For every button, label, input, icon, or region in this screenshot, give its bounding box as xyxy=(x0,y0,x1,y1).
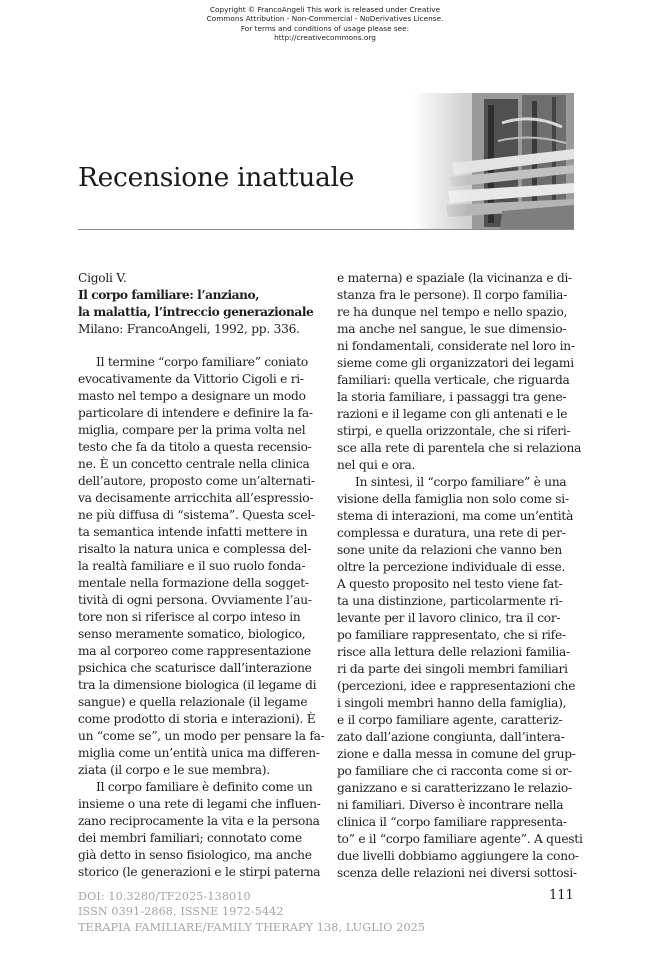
body-text-line: due livelli dobbiamo aggiungere la cono- xyxy=(337,849,579,863)
body-text-line: la realtà familiare e il suo ruolo fonda- xyxy=(78,559,306,573)
copyright-line: Copyright © FrancoAngeli This work is released under Creative xyxy=(209,5,441,14)
body-text-line: sce alla rete di parentela che si relaziona xyxy=(337,441,582,455)
body-text-line: come prodotto di storia e interazioni). È xyxy=(78,712,316,726)
body-text-line: ne più diffusa di “sistema”. Questa scel- xyxy=(78,508,315,522)
body-text-line: to” e il “corpo familiare agente”. A questi xyxy=(337,832,583,846)
body-text-line: già detto in senso fisiologico, ma anche xyxy=(78,848,312,862)
issn: ISSN 0391-2868, ISSNE 1972-5442 xyxy=(78,905,284,919)
section-title: Recensione inattuale xyxy=(78,162,355,193)
body-text-line: nel qui e ora. xyxy=(337,458,416,472)
body-text-line: zano reciprocamente la vita e la persona xyxy=(78,814,320,828)
body-text-line: ni fondamentali, considerate nel loro in- xyxy=(337,339,575,353)
body-text-line: po familiare che ci racconta come si or- xyxy=(337,764,572,778)
body-text-line: clinica il “corpo familiare rappresenta- xyxy=(337,815,567,829)
body-text-line: miglia, compare per la prima volta nel xyxy=(78,423,306,437)
body-text-line: stirpi, e quella orizzontale, che si riferi- xyxy=(337,424,571,438)
body-text-line: particolare di intendere e definire la fa- xyxy=(78,406,313,420)
copyright-line: Commons Attribution - Non-Commercial - NoDerivatives License. xyxy=(206,14,444,24)
body-text-line: razioni e il legame con gli antenati e le xyxy=(337,407,568,421)
book-title: la malattia, l’intreccio generazionale xyxy=(78,305,314,319)
body-text-line: ganizzano e si caratterizzano le relazio- xyxy=(337,781,572,795)
book-title: Il corpo familiare: l’anziano, xyxy=(78,288,259,302)
body-text-line: testo che fa da titolo a questa recensio- xyxy=(78,440,312,454)
body-text-line: un “come se”, un modo per pensare la fa- xyxy=(78,729,325,743)
body-text-line: Il termine “corpo familiare” coniato xyxy=(96,355,308,369)
body-text-line: evocativamente da Vittorio Cigoli e ri- xyxy=(78,372,304,386)
page-number: 111 xyxy=(549,888,574,903)
body-text-line: risalto la natura unica e complessa del- xyxy=(78,542,312,556)
book-author: Cigoli V. xyxy=(78,271,127,285)
body-text-line: miglia come un’entità unica ma differen- xyxy=(78,746,320,760)
journal-info: TERAPIA FAMILIARE/FAMILY THERAPY 138, LUGLIO 2025 xyxy=(78,920,426,934)
body-text-line: zato dall’azione congiunta, dall’intera- xyxy=(337,730,565,744)
body-text-line: tra la dimensione biologica (il legame di xyxy=(78,678,317,692)
copyright-line: http://creativecommons.org xyxy=(274,32,376,42)
body-text-line: ma anche nel sangue, le sue dimensio- xyxy=(337,322,567,336)
body-text-line: la storia familiare, i passaggi tra gene- xyxy=(337,390,567,404)
body-text-line: levante per il lavoro clinico, tra il cor- xyxy=(337,611,561,625)
body-text-line: insieme o una rete di legami che influen- xyxy=(78,797,321,811)
body-text-line: tività di ogni persona. Ovviamente l’au- xyxy=(78,593,312,607)
body-text-line: scenza delle relazioni nei diversi sottosi- xyxy=(337,866,577,880)
body-text-line: ni familiari. Diverso è incontrare nella xyxy=(337,798,564,812)
body-text-line: A questo proposito nel testo viene fat- xyxy=(337,577,563,591)
body-text-line: zione e dalla messa in comune del grup- xyxy=(337,747,576,761)
body-text-line: senso meramente somatico, biologico, xyxy=(78,627,306,641)
body-text-line: ri da parte dei singoli membri familiari xyxy=(337,662,568,676)
body-text-line: stanza fra le persone). Il corpo familia- xyxy=(337,288,568,302)
footer xyxy=(78,889,425,935)
body-text-line: familiari: quella verticale, che riguarda xyxy=(337,373,570,387)
body-text-line: sieme come gli organizzatori dei legami xyxy=(337,356,574,370)
body-text-line: re ha dunque nel tempo e nello spazio, xyxy=(337,305,568,319)
body-text-line: visione della famiglia non solo come si- xyxy=(337,492,569,506)
title-divider xyxy=(78,229,574,230)
body-text-line: ta semantica intende infatti mettere in xyxy=(78,525,308,539)
body-text-line: sone unite da relazioni che vanno ben xyxy=(337,543,562,557)
body-text-line: tore non si riferisce al corpo inteso in xyxy=(78,610,301,624)
body-text-line: complessa e duratura, una rete di per- xyxy=(337,526,566,540)
body-text-line: ziata (il corpo e le sue membra). xyxy=(78,763,270,777)
body-text-line: oltre la percezione individuale di esse. xyxy=(337,560,566,574)
body-text-line: risce alla lettura delle relazioni familia- xyxy=(337,645,570,659)
body-text-line: mentale nella formazione della sogget- xyxy=(78,576,309,590)
body-text-line: sangue) e quella relazionale (il legame xyxy=(78,695,308,709)
body-text-line: ne. È un concetto centrale nella clinica xyxy=(78,457,310,471)
body-text-line: dei membri familiari; connotato come xyxy=(78,831,302,845)
body-text-line: va decisamente arricchita all’espressio- xyxy=(78,491,314,505)
body-text-line: dell’autore, proposto come un’alternati- xyxy=(78,474,315,488)
book-publisher: Milano: FrancoAngeli, 1992, pp. 336. xyxy=(78,322,300,336)
body-text-line: In sintesi, il “corpo familiare” è una xyxy=(355,475,567,489)
body-text-line: i singoli membri hanno della famiglia), xyxy=(337,696,567,710)
doi: DOI: 10.3280/TF2025-138010 xyxy=(78,890,251,903)
body-text-line: e materna) e spaziale (la vicinanza e di- xyxy=(337,271,573,285)
header-decorative-image xyxy=(412,93,574,230)
body-text-line: po familiare rappresentato, che si rife- xyxy=(337,628,566,642)
body-text-line: ta una distinzione, particolarmente ri- xyxy=(337,594,563,608)
copyright-notice xyxy=(0,5,650,42)
body-text-line: psichica che scaturisce dall’interazione xyxy=(78,661,312,675)
body-text-line: ma al corporeo come rappresentazione xyxy=(78,644,311,658)
body-text-line: stema di interazioni, ma come un’entità xyxy=(337,509,574,523)
body-text-line: masto nel tempo a designare un modo xyxy=(78,389,306,403)
copyright-line: For terms and conditions of usage please see: xyxy=(240,23,410,33)
body-text-line: storico (le generazioni e le stirpi paterna xyxy=(78,865,321,879)
body-text-line: Il corpo familiare è definito come un xyxy=(96,780,313,794)
body-text-line: e il corpo familiare agente, caratteriz- xyxy=(337,713,563,727)
body-text-line: (percezioni, idee e rappresentazioni che xyxy=(337,679,576,693)
